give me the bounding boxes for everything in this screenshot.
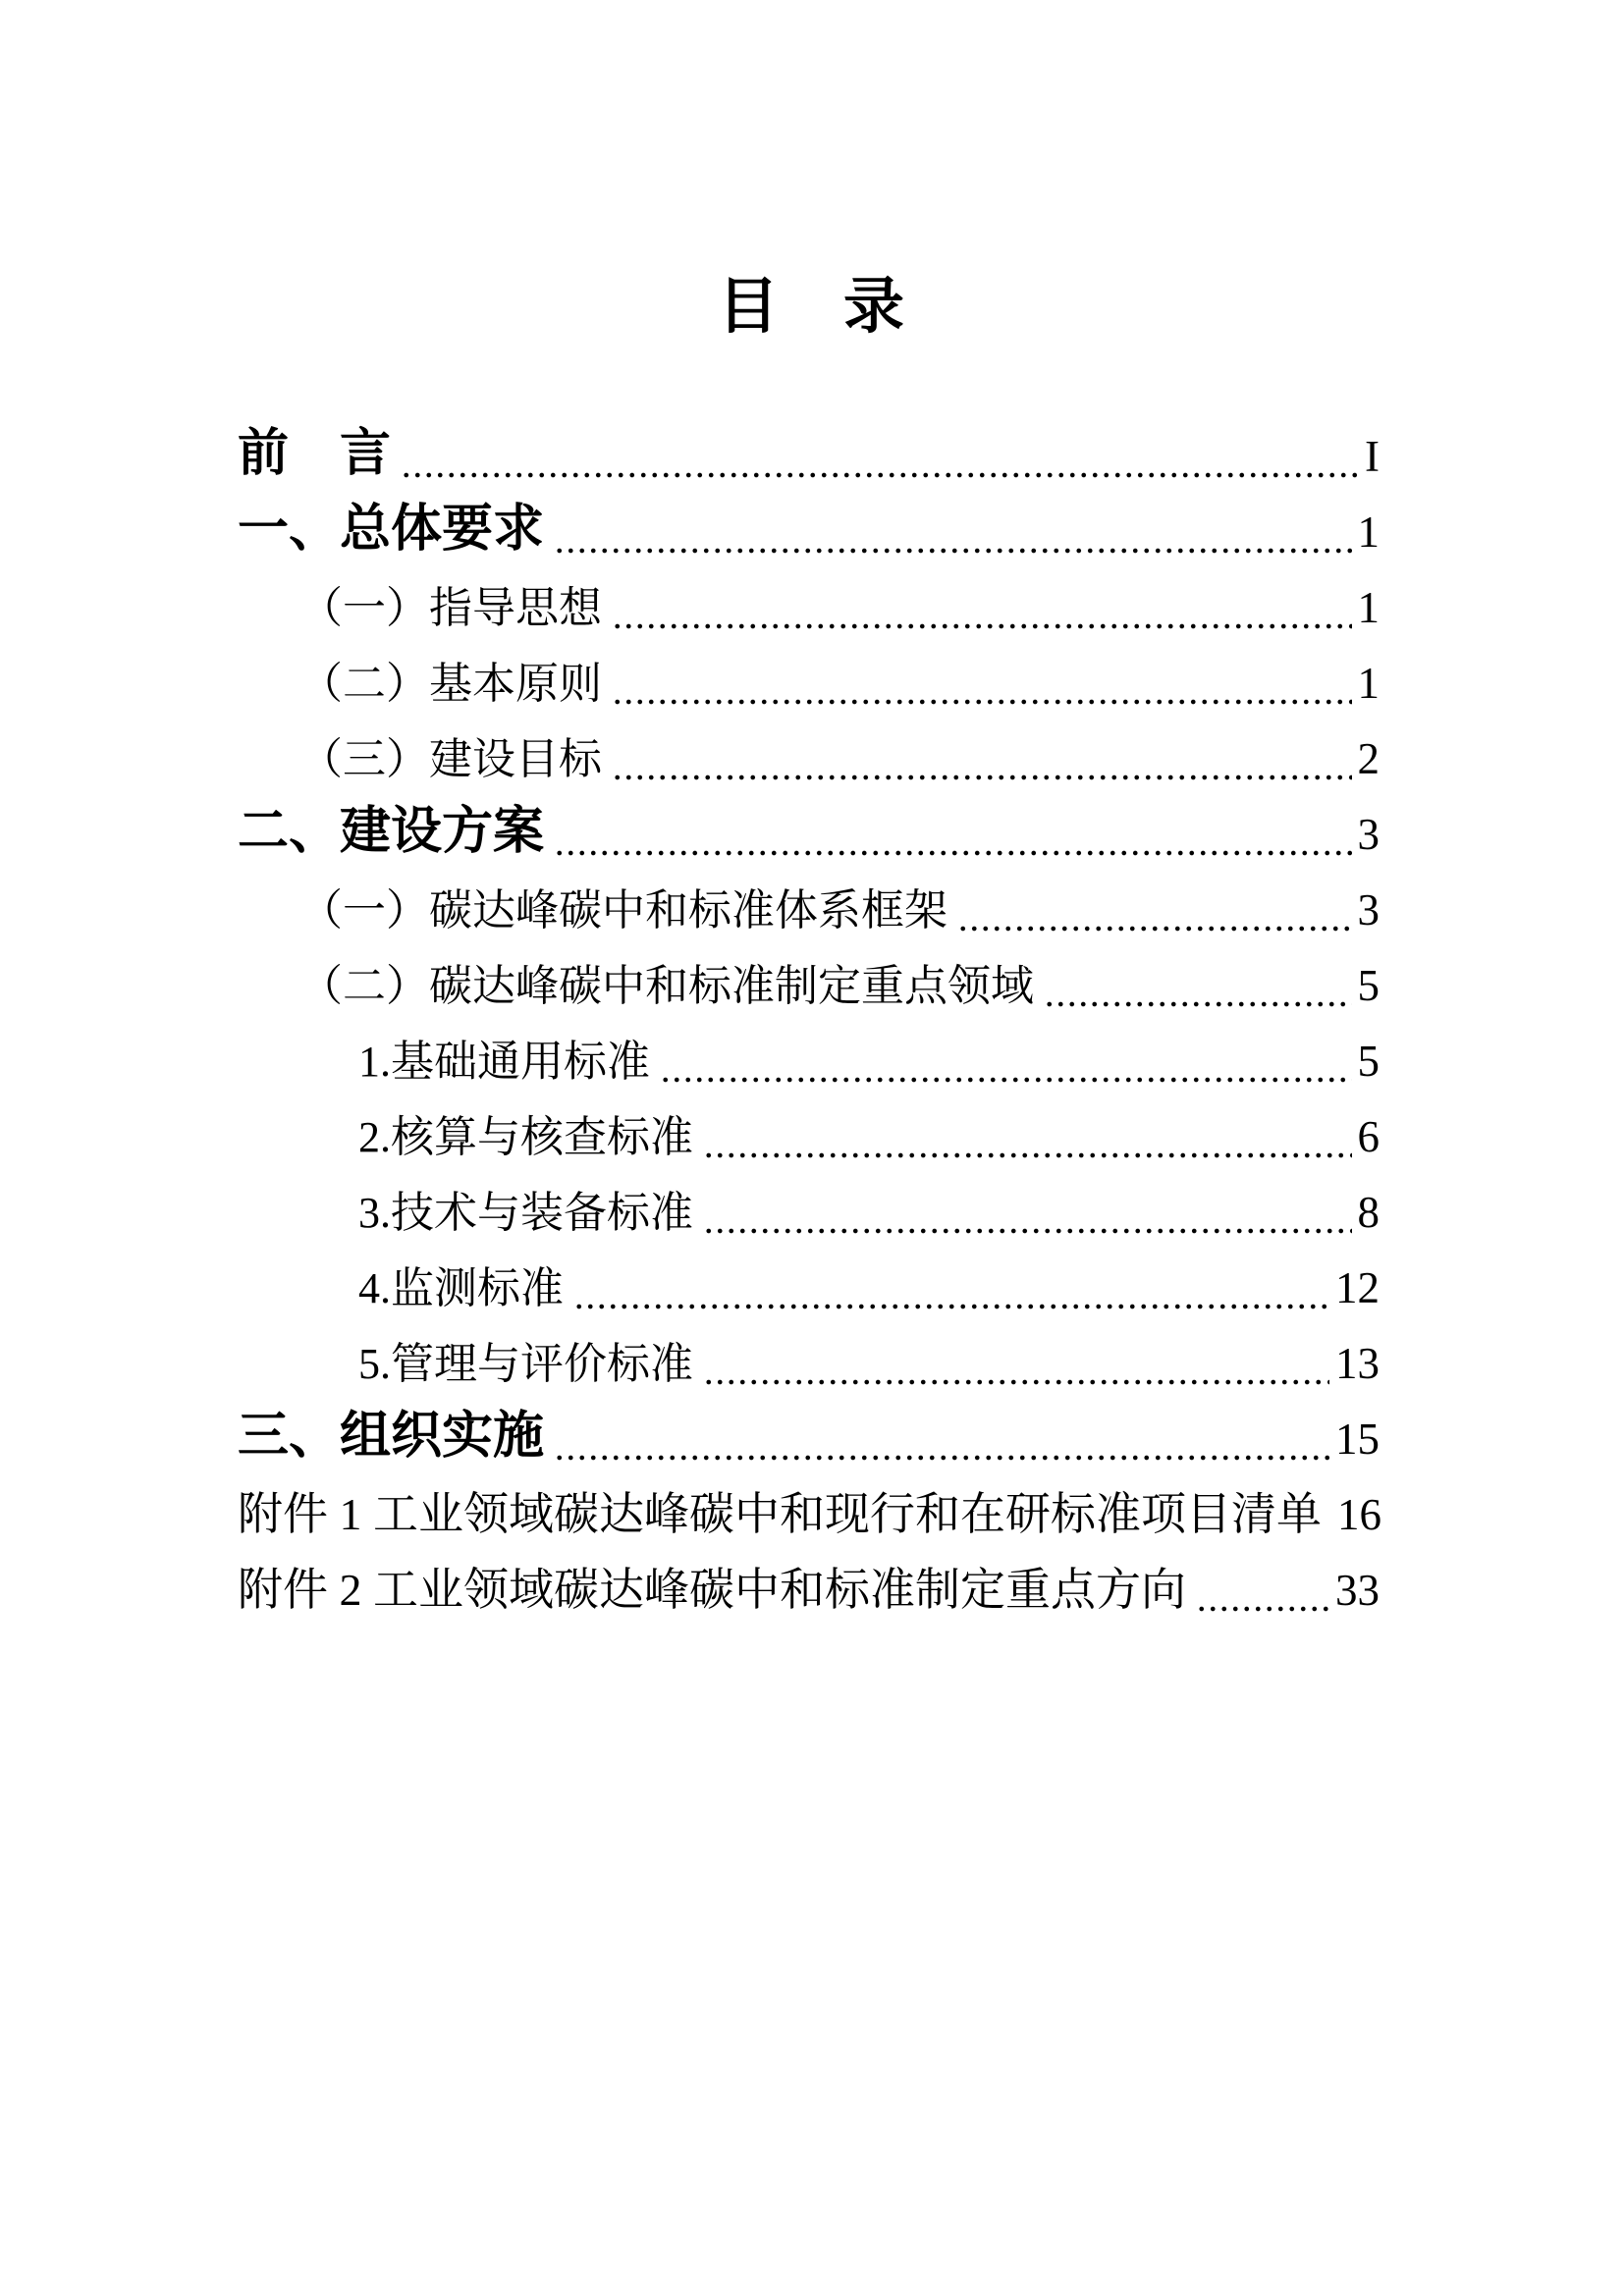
toc-entry-page: 15 bbox=[1335, 1415, 1380, 1464]
toc-entry-page: 5 bbox=[1357, 1037, 1380, 1086]
dot-leader bbox=[612, 699, 1352, 705]
toc-entry bbox=[238, 1399, 1380, 1474]
toc-entry-label: （二）基本原则 bbox=[299, 660, 602, 708]
toc-entry bbox=[238, 794, 1380, 870]
dot-leader bbox=[401, 472, 1359, 478]
toc-entry-label: 前 言 bbox=[238, 425, 392, 482]
dot-leader bbox=[703, 1379, 1329, 1385]
toc-entry-page: 1 bbox=[1357, 507, 1380, 557]
dot-leader bbox=[554, 850, 1351, 856]
toc-entry bbox=[238, 492, 1380, 567]
dot-leader bbox=[554, 1455, 1329, 1461]
toc-entry bbox=[238, 870, 1380, 945]
dot-leader bbox=[1044, 1001, 1352, 1007]
toc-entry-label: 1.基础通用标准 bbox=[358, 1038, 650, 1086]
toc-entry-page: 2 bbox=[1357, 734, 1380, 783]
toc-entry bbox=[238, 1323, 1380, 1399]
toc-entry-label: （二）碳达峰碳中和标准制定重点领域 bbox=[299, 962, 1034, 1010]
toc-entry-label: （一）指导思想 bbox=[299, 584, 602, 632]
toc-entry-label: 一、总体要求 bbox=[238, 501, 545, 558]
table-of-contents bbox=[238, 416, 1380, 1626]
page-title: 目 录 bbox=[717, 270, 906, 342]
toc-entry-page: 8 bbox=[1357, 1188, 1380, 1237]
dot-leader bbox=[703, 1152, 1352, 1158]
toc-entry-page: 1 bbox=[1357, 659, 1380, 708]
dot-leader bbox=[573, 1304, 1329, 1309]
toc-entry bbox=[238, 1021, 1380, 1096]
toc-entry bbox=[238, 1550, 1380, 1626]
toc-entry bbox=[238, 945, 1380, 1021]
toc-entry-page: 3 bbox=[1357, 810, 1380, 859]
toc-entry-label: 5.管理与评价标准 bbox=[358, 1340, 693, 1388]
toc-entry-page: 13 bbox=[1335, 1339, 1380, 1388]
toc-entry-label: （一）碳达峰碳中和标准体系框架 bbox=[299, 886, 947, 934]
toc-entry bbox=[238, 643, 1380, 719]
toc-entry-label: 二、建设方案 bbox=[238, 803, 545, 860]
toc-entry bbox=[238, 567, 1380, 643]
toc-entry-label: （三）建设目标 bbox=[299, 735, 602, 783]
toc-entry-page: 6 bbox=[1357, 1112, 1380, 1161]
toc-entry bbox=[238, 719, 1380, 794]
toc-entry-label: 附件 1 工业领域碳达峰碳中和现行和在研标准项目清单 bbox=[238, 1489, 1322, 1539]
dot-leader bbox=[957, 926, 1352, 932]
dot-leader bbox=[703, 1228, 1352, 1234]
toc-entry bbox=[238, 1172, 1380, 1248]
toc-entry-page: 1 bbox=[1357, 583, 1380, 632]
toc-entry bbox=[238, 1474, 1380, 1550]
toc-entry-page: 16 bbox=[1337, 1490, 1381, 1539]
toc-entry-label: 附件 2 工业领域碳达峰碳中和标准制定重点方向 bbox=[238, 1565, 1186, 1615]
toc-entry-page: I bbox=[1365, 432, 1380, 481]
toc-entry bbox=[238, 1096, 1380, 1172]
dot-leader bbox=[612, 623, 1352, 629]
toc-entry-label: 三、组织实施 bbox=[238, 1408, 545, 1465]
toc-entry-page: 3 bbox=[1357, 885, 1380, 934]
toc-entry-label: 4.监测标准 bbox=[358, 1264, 564, 1312]
dot-leader bbox=[660, 1077, 1352, 1083]
toc-entry-page: 5 bbox=[1357, 961, 1380, 1010]
dot-leader bbox=[554, 548, 1351, 554]
toc-entry bbox=[238, 1248, 1380, 1323]
dot-leader bbox=[612, 774, 1352, 780]
toc-entry-page: 12 bbox=[1335, 1263, 1380, 1312]
dot-leader bbox=[1196, 1606, 1329, 1612]
toc-entry bbox=[238, 416, 1380, 492]
toc-entry-label: 3.技术与装备标准 bbox=[358, 1189, 693, 1237]
toc-entry-label: 2.核算与核查标准 bbox=[358, 1113, 693, 1161]
toc-entry-page: 33 bbox=[1335, 1566, 1380, 1615]
